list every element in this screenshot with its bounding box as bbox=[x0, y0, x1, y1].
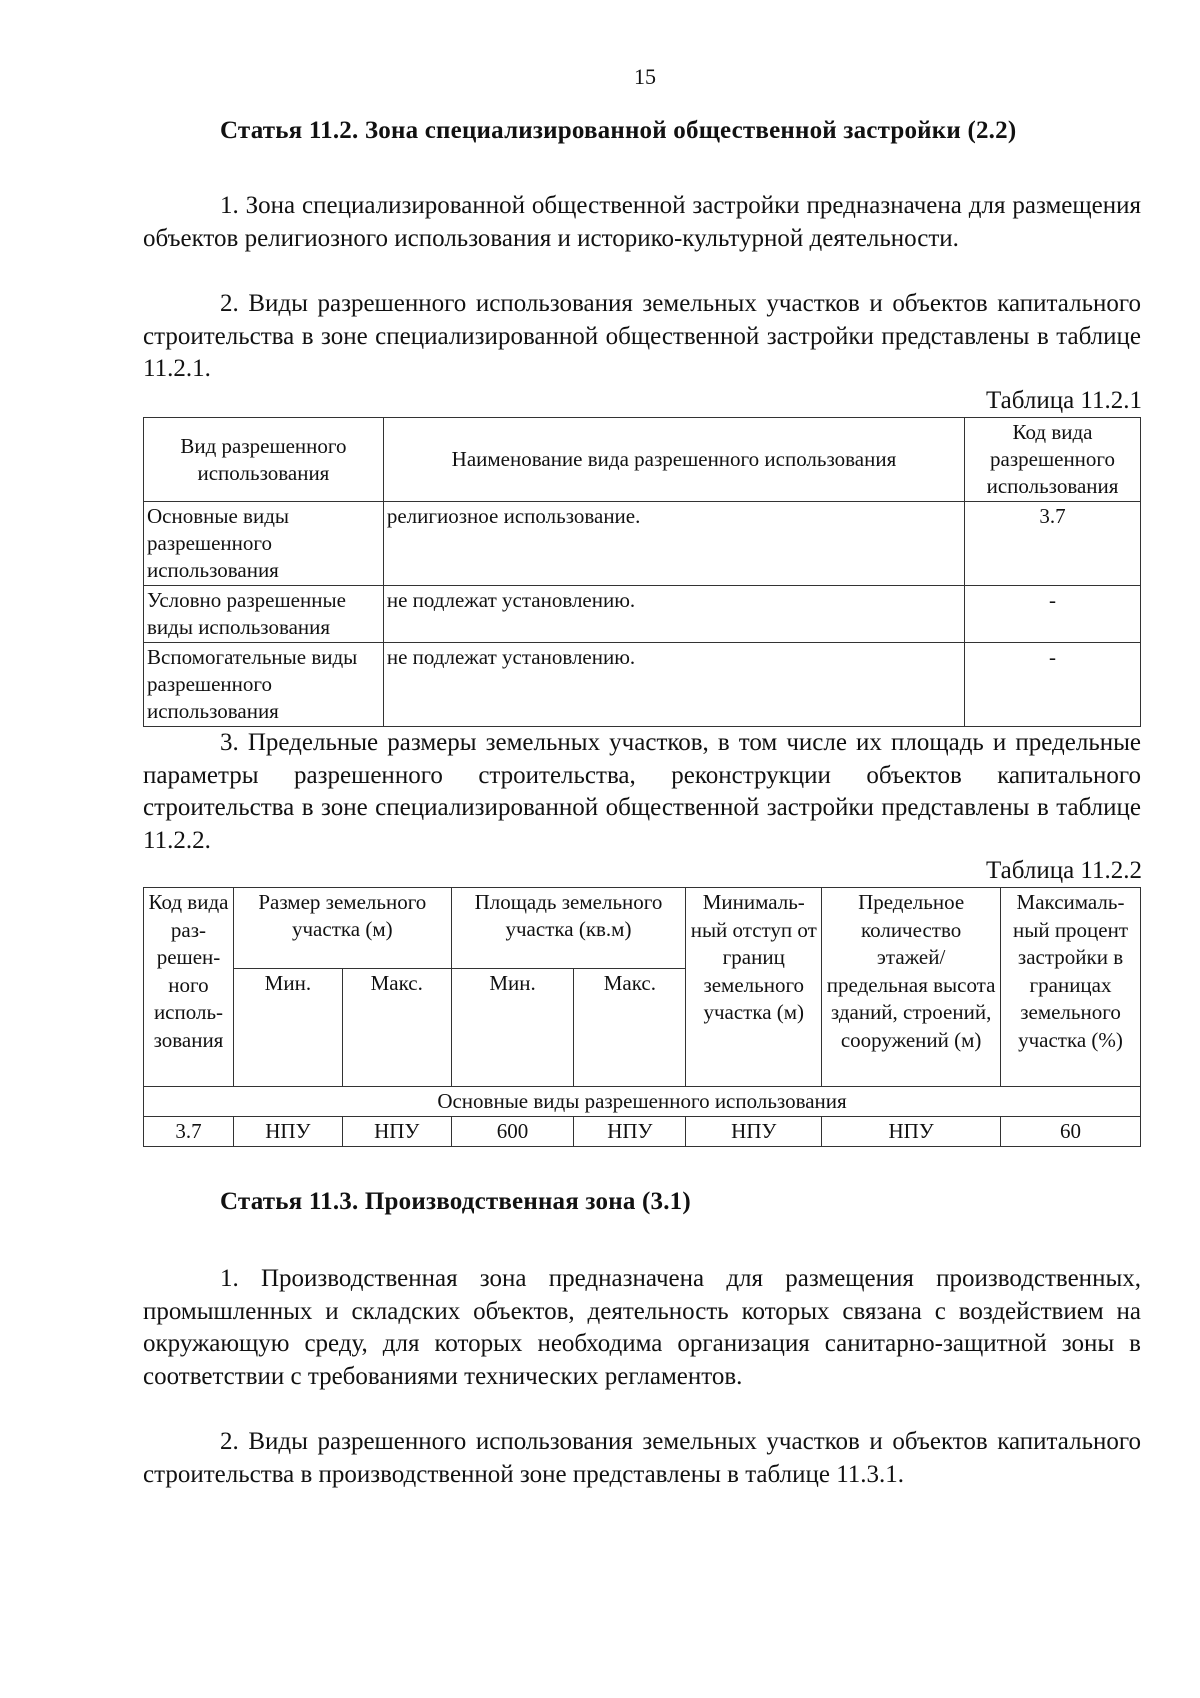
header-cell-code: Код вида раз-решен-ного исполь-зования bbox=[144, 888, 234, 1087]
table-11-2-2 bbox=[143, 887, 1141, 1147]
table-cell: Условно разрешенные виды использования bbox=[144, 586, 384, 643]
table-header-row bbox=[144, 418, 1141, 502]
table-cell: НПУ bbox=[574, 1117, 686, 1147]
article-11-2-title: Статья 11.2. Зона специализированной общественной застройки (2.2) bbox=[220, 117, 1017, 144]
table-cell: Основные виды разрешенного использования bbox=[144, 502, 384, 586]
table-header-row bbox=[144, 888, 1141, 969]
table-cell: религиозное использование. bbox=[383, 502, 964, 586]
article-11-2-paragraph-3: 3. Предельные размеры земельных участков, в том числе их площадь и предельные параметры разрешенного строительства, реконструкции объектов капитального строительства в зоне специализированной общественной застройки представлены в таблице 11.2.2. bbox=[143, 729, 1141, 854]
table-cell: НПУ bbox=[342, 1117, 451, 1147]
table-cell: НПУ bbox=[233, 1117, 342, 1147]
table-cell: НПУ bbox=[686, 1117, 822, 1147]
header-cell-min: Мин. bbox=[233, 969, 342, 1087]
article-11-2-paragraph-1: 1. Зона специализированной общественной застройки предназначена для размещения объектов религиозного использования и историко-культурной деятельности. bbox=[143, 192, 1141, 252]
header-cell: Код вида разрешенного использования bbox=[965, 418, 1141, 502]
table-cell: 3.7 bbox=[144, 1117, 234, 1147]
article-11-2-paragraph-2: 2. Виды разрешенного использования земельных участков и объектов капитального строительства в зоне специализированной общественной застройки представлены в таблице 11.2.1. bbox=[143, 290, 1141, 382]
header-cell-floors: Предельное количество этажей/ предельная высота зданий, строений, сооружений (м) bbox=[822, 888, 1001, 1087]
table-cell: - bbox=[965, 643, 1141, 727]
table-row bbox=[144, 643, 1141, 727]
table-cell: 60 bbox=[1001, 1117, 1141, 1147]
article-11-3-title: Статья 11.3. Производственная зона (3.1) bbox=[220, 1188, 691, 1215]
table-cell: Вспомогательные виды разрешенного использования bbox=[144, 643, 384, 727]
header-cell-max: Макс. bbox=[574, 969, 686, 1087]
header-cell: Вид разрешенного использования bbox=[144, 418, 384, 502]
header-cell-max: Макс. bbox=[342, 969, 451, 1087]
table-row bbox=[144, 1117, 1141, 1147]
header-cell-plot-area: Площадь земельного участка (кв.м) bbox=[451, 888, 686, 969]
table-row bbox=[144, 586, 1141, 643]
article-11-3-paragraph-1: 1. Производственная зона предназначена для размещения производственных, промышленных и складских объектов, деятельность которых связана с воздействием на окружающую среду, для которых необходима организация санитарно-защитной зоны в соответствии с требованиями технических регламентов. bbox=[143, 1265, 1141, 1390]
table-cell: 3.7 bbox=[965, 502, 1141, 586]
table-section-row bbox=[144, 1087, 1141, 1117]
table-11-2-1 bbox=[143, 417, 1141, 727]
header-cell-setback: Минималь-ный отступ от границ земельного участка (м) bbox=[686, 888, 822, 1087]
table-cell: - bbox=[965, 586, 1141, 643]
article-11-3-paragraph-2: 2. Виды разрешенного использования земельных участков и объектов капитального строительства в производственной зоне представлены в таблице 11.3.1. bbox=[143, 1428, 1141, 1488]
table-row bbox=[144, 502, 1141, 586]
header-cell-min: Мин. bbox=[451, 969, 574, 1087]
header-cell-plot-size: Размер земельного участка (м) bbox=[233, 888, 451, 969]
page-number: 15 bbox=[634, 64, 656, 89]
table-cell: не подлежат установлению. bbox=[383, 643, 964, 727]
table-11-2-2-caption: Таблица 11.2.2 bbox=[986, 857, 1142, 884]
table-cell: не подлежат установлению. bbox=[383, 586, 964, 643]
table-cell: НПУ bbox=[822, 1117, 1001, 1147]
table-11-2-1-caption: Таблица 11.2.1 bbox=[986, 387, 1142, 414]
header-cell-coverage: Максималь-ный процент застройки в границах земельного участка (%) bbox=[1001, 888, 1141, 1087]
table-cell: 600 bbox=[451, 1117, 574, 1147]
header-cell: Наименование вида разрешенного использования bbox=[383, 418, 964, 502]
section-cell: Основные виды разрешенного использования bbox=[144, 1087, 1141, 1117]
